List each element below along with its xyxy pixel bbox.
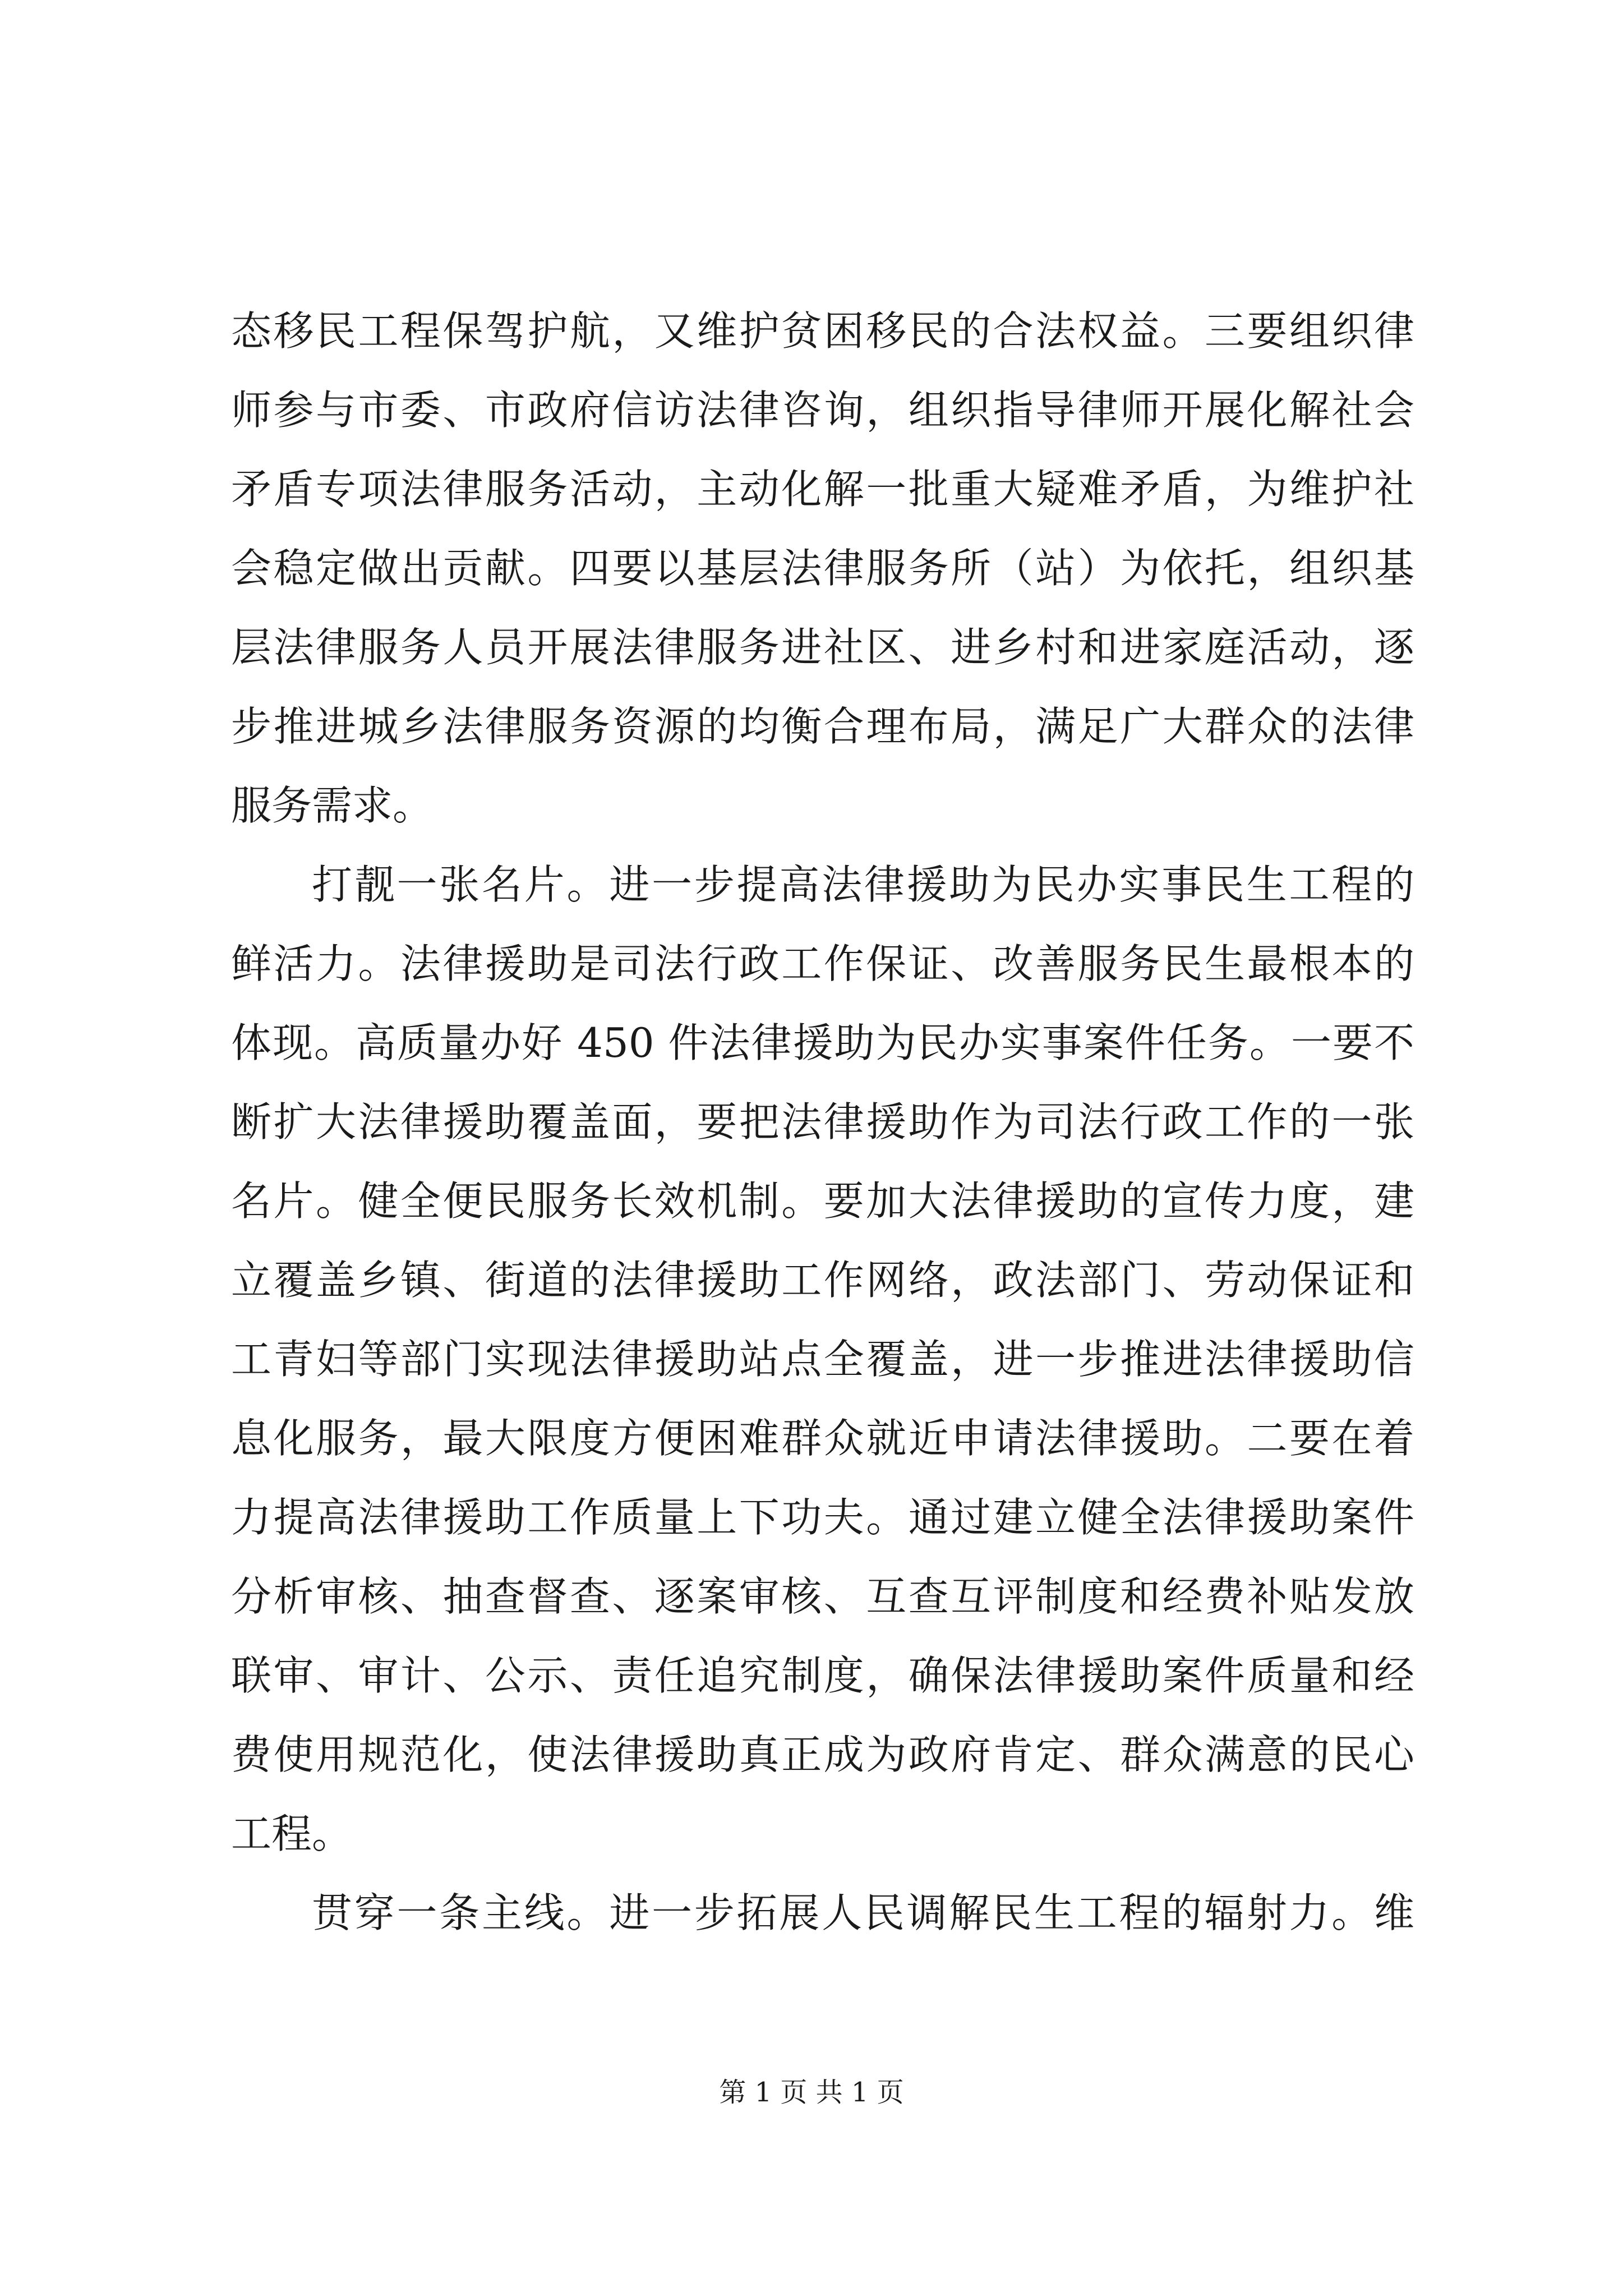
paragraph-line: 息化服务，最大限度方便困难群众就近申请法律援助。二要在着 xyxy=(231,1415,1414,1462)
paragraph-line: 工程。 xyxy=(231,1810,353,1857)
paragraph-line: 态移民工程保驾护航，又维护贫困移民的合法权益。三要组织律 xyxy=(231,307,1414,355)
paragraph-line: 名片。健全便民服务长效机制。要加大法律援助的宣传力度，建 xyxy=(231,1177,1414,1225)
paragraph-line: 体现。高质量办好 450 件法律援助为民办实事案件任务。一要不 xyxy=(231,1019,1414,1066)
page-number-footer: 第 1 页 共 1 页 xyxy=(719,2077,904,2108)
paragraph-line: 工青妇等部门实现法律援助站点全覆盖，进一步推进法律援助信 xyxy=(231,1336,1414,1383)
paragraph-line: 分析审核、抽查督查、逐案审核、互查互评制度和经费补贴发放 xyxy=(231,1573,1414,1620)
paragraph-line: 服务需求。 xyxy=(231,782,434,829)
paragraph-line: 师参与市委、市政府信访法律咨询，组织指导律师开展化解社会 xyxy=(231,386,1414,434)
paragraph-line: 矛盾专项法律服务活动，主动化解一批重大疑难矛盾，为维护社 xyxy=(231,466,1414,513)
paragraph-line: 联审、审计、公示、责任追究制度，确保法律援助案件质量和经 xyxy=(231,1652,1414,1699)
paragraph-line: 鲜活力。法律援助是司法行政工作保证、改善服务民生最根本的 xyxy=(231,940,1414,987)
paragraph-line: 力提高法律援助工作质量上下功夫。通过建立健全法律援助案件 xyxy=(231,1494,1414,1541)
paragraph-line: 费使用规范化，使法律援助真正成为政府肯定、群众满意的民心 xyxy=(231,1731,1414,1778)
paragraph-line: 立覆盖乡镇、街道的法律援助工作网络，政法部门、劳动保证和 xyxy=(231,1257,1414,1304)
paragraph-line: 断扩大法律援助覆盖面，要把法律援助作为司法行政工作的一张 xyxy=(231,1098,1414,1145)
paragraph-line: 打靓一张名片。进一步提高法律援助为民办实事民生工程的 xyxy=(312,861,1414,908)
document-body xyxy=(231,292,1414,1953)
paragraph-line: 贯穿一条主线。进一步拓展人民调解民生工程的辐射力。维 xyxy=(312,1889,1414,1936)
paragraph-line: 步推进城乡法律服务资源的均衡合理布局，满足广大群众的法律 xyxy=(231,703,1414,750)
paragraph-line: 会稳定做出贡献。四要以基层法律服务所（站）为依托，组织基 xyxy=(231,545,1414,592)
paragraph-line: 层法律服务人员开展法律服务进社区、进乡村和进家庭活动，逐 xyxy=(231,624,1414,671)
